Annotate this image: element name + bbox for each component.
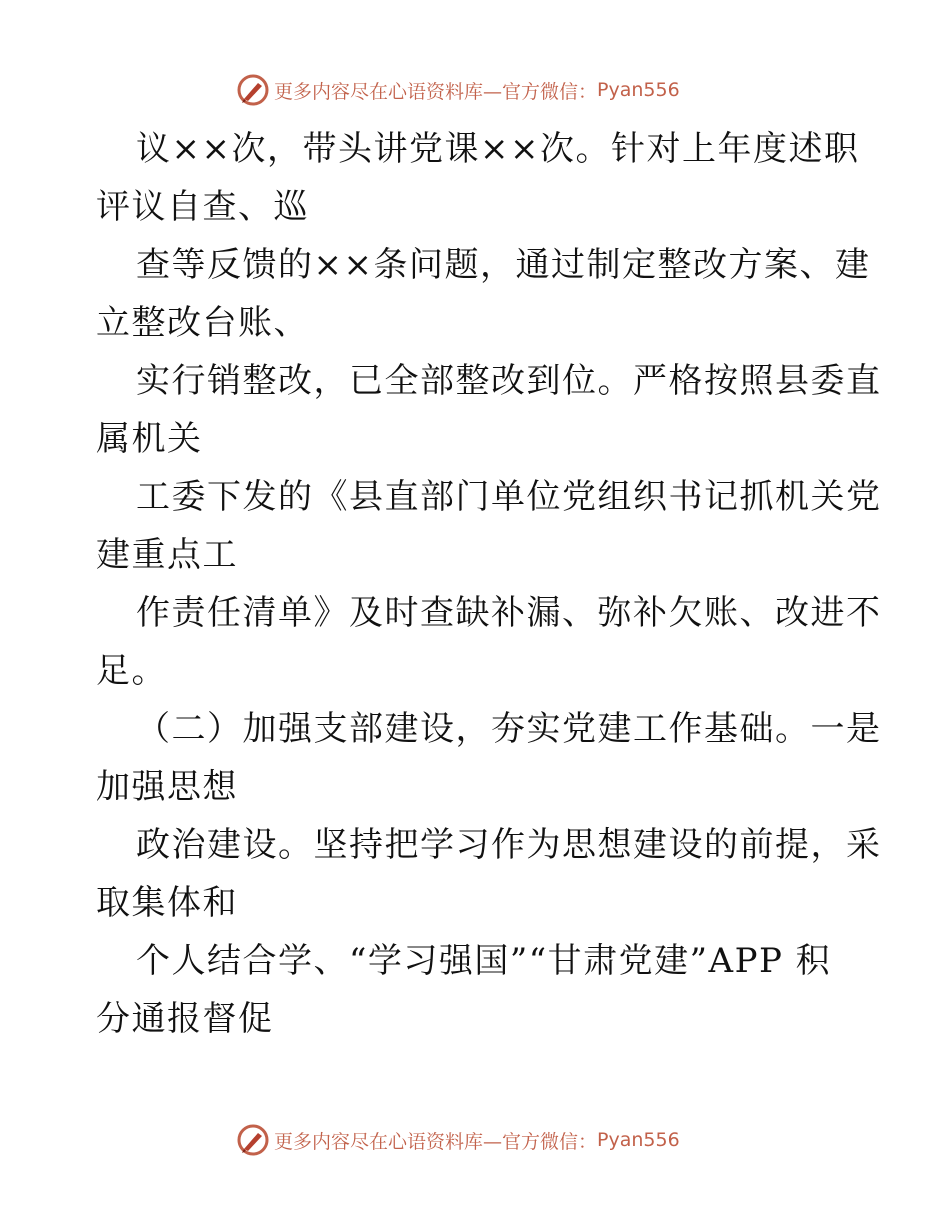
line-8b: 分通报督促 — [96, 999, 274, 1039]
line-1a: 议××次，带头讲党课××次。针对上年度述职 — [136, 129, 860, 169]
watermark-wechat-id: Pyan556 — [597, 1129, 680, 1151]
line-4b: 建重点工 — [96, 535, 238, 575]
line-3a: 实行销整改，已全部整改到位。严格按照县委直 — [136, 361, 882, 401]
document-body — [96, 120, 882, 1048]
line-7a: 政治建设。坚持把学习作为思想建设的前提，采 — [136, 825, 882, 865]
line-5a: 作责任清单》及时查缺补漏、弥补欠账、改进不 — [136, 593, 882, 633]
pen-logo-icon — [236, 73, 270, 107]
line-1b: 评议自查、巡 — [96, 187, 309, 227]
line-6a: （二）加强支部建设，夯实党建工作基础。一是 — [136, 709, 882, 749]
line-7b: 取集体和 — [96, 883, 238, 923]
line-2b: 立整改台账、 — [96, 303, 309, 343]
line-5b: 足。 — [96, 651, 167, 691]
watermark-text: 更多内容尽在心语资料库—官方微信： — [274, 1130, 598, 1153]
footer-watermark — [236, 1122, 680, 1158]
line-4a: 工委下发的《县直部门单位党组织书记抓机关党 — [136, 477, 882, 517]
line-2a: 查等反馈的××条问题，通过制定整改方案、建 — [136, 245, 871, 285]
line-3b: 属机关 — [96, 419, 203, 459]
watermark-text: 更多内容尽在心语资料库—官方微信： — [274, 80, 598, 103]
line-6b: 加强思想 — [96, 767, 238, 807]
header-watermark — [236, 72, 680, 108]
watermark-wechat-id: Pyan556 — [597, 79, 680, 101]
line-8a: 个人结合学、“学习强国”“甘肃党建”APP 积 — [136, 941, 832, 981]
pen-logo-icon — [236, 1123, 270, 1157]
